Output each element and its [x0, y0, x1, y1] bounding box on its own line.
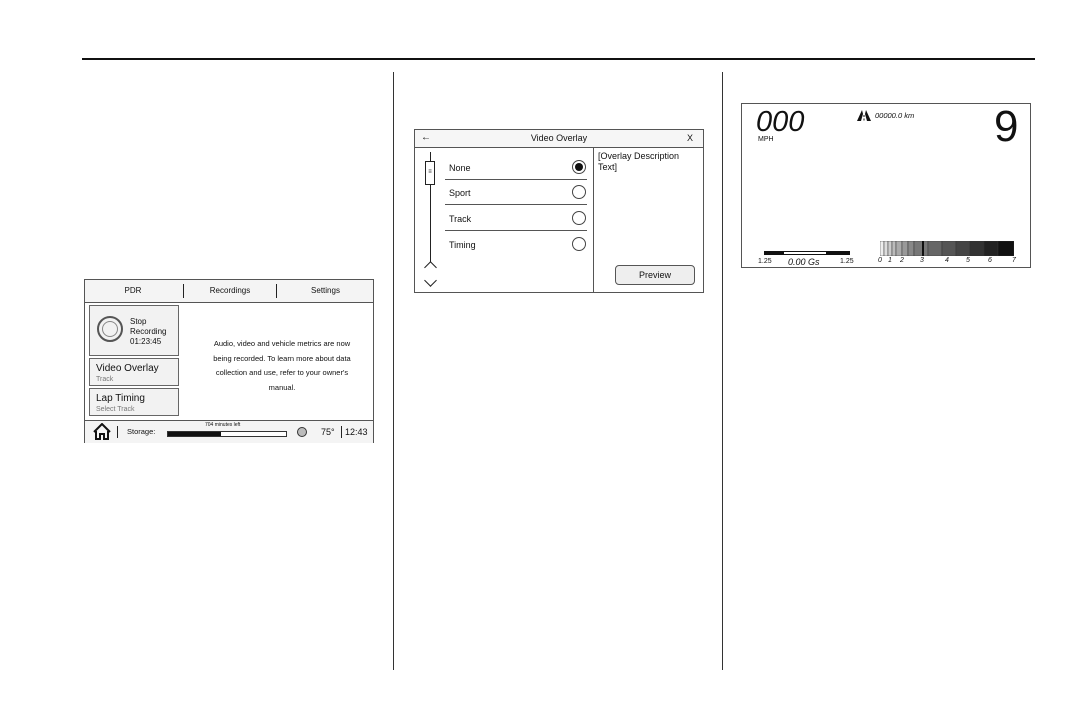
top-rule — [82, 58, 1035, 60]
scale-segment — [970, 241, 984, 256]
record-icon — [97, 316, 123, 342]
scale-segment — [884, 241, 888, 256]
tab-divider — [183, 284, 184, 298]
message-line: manual. — [268, 382, 296, 392]
radio-icon[interactable] — [572, 211, 586, 225]
scale-segment — [888, 241, 892, 256]
odometer: 00000.0 km — [875, 111, 915, 120]
speed-readout: 000 — [756, 106, 805, 138]
storage-label: Storage: — [127, 427, 156, 436]
overlay-title: Video Overlay — [530, 133, 588, 143]
status-dot-icon — [297, 427, 307, 437]
shift-scale — [880, 241, 1014, 256]
clock: 12:43 — [345, 427, 368, 437]
tab-settings[interactable]: Settings — [311, 286, 340, 295]
chevron-down-icon[interactable] — [424, 274, 437, 287]
g-force-value: 0.00 Gs — [788, 257, 820, 267]
video-overlay-value: Track — [96, 376, 114, 383]
status-divider — [341, 426, 342, 438]
scale-segment — [880, 241, 884, 256]
scale-label: 5 — [966, 257, 970, 264]
scale-segment — [908, 241, 914, 256]
scale-label: 2 — [900, 257, 904, 264]
tab-divider — [276, 284, 277, 298]
back-arrow-icon[interactable]: ← — [421, 132, 431, 143]
scroll-thumb[interactable]: ≡ — [425, 161, 435, 185]
home-icon[interactable] — [93, 423, 111, 440]
scale-segment — [914, 241, 928, 256]
radio-icon[interactable] — [572, 185, 586, 199]
stop-recording-text — [130, 317, 166, 347]
performance-gauge — [741, 103, 1031, 268]
close-icon[interactable]: X — [687, 133, 694, 143]
option-label: Sport — [449, 188, 471, 198]
scale-segment — [984, 241, 998, 256]
stop-label: Stop — [130, 317, 147, 326]
gear-indicator: 9 — [994, 102, 1019, 151]
overlay-description: [Overlay Description Text] — [598, 151, 680, 172]
scale-segment — [956, 241, 970, 256]
pdr-screen — [84, 279, 374, 443]
overlay-header — [415, 130, 703, 148]
tab-recordings[interactable]: Recordings — [209, 286, 251, 295]
g-left-label: 1.25 — [758, 258, 772, 265]
stop-recording-button[interactable] — [89, 305, 179, 356]
radio-selected-icon[interactable] — [572, 160, 586, 174]
scale-segment — [998, 241, 1014, 256]
overlay-option-timing[interactable] — [445, 232, 587, 257]
scale-segment — [928, 241, 942, 256]
scale-label: 7 — [1012, 257, 1016, 264]
storage-caption: 704 minutes left — [205, 422, 241, 428]
scale-label: 4 — [945, 257, 949, 264]
option-label: Timing — [449, 240, 476, 250]
g-right-label: 1.25 — [840, 258, 854, 265]
lap-timing-button[interactable] — [89, 388, 179, 416]
tab-bar — [85, 280, 373, 303]
video-overlay-button[interactable] — [89, 358, 179, 386]
lap-timing-title: Lap Timing — [96, 393, 145, 404]
option-label: None — [449, 163, 471, 173]
overlay-option-track[interactable] — [445, 206, 587, 231]
scale-label: 6 — [988, 257, 992, 264]
video-overlay-screen — [414, 129, 704, 293]
scale-segment — [896, 241, 902, 256]
status-bar — [85, 420, 373, 443]
chevron-up-icon[interactable] — [424, 261, 437, 274]
video-overlay-title: Video Overlay — [96, 363, 159, 374]
scale-segment — [892, 241, 896, 256]
message-line: Audio, video and vehicle metrics are now — [213, 339, 351, 348]
column-divider — [393, 72, 394, 670]
recording-time: 01:23:45 — [130, 337, 162, 346]
lap-timing-value: Select Track — [96, 406, 135, 413]
status-divider — [117, 426, 118, 438]
recording-message — [197, 337, 367, 395]
message-line: collection and use, refer to your owner's — [215, 368, 349, 377]
overlay-option-sport[interactable] — [445, 180, 587, 205]
storage-bar — [167, 431, 287, 437]
pane-divider — [593, 147, 594, 292]
scale-marker — [922, 241, 924, 256]
scale-segment — [902, 241, 908, 256]
scale-label: 3 — [920, 257, 924, 264]
option-label: Track — [449, 214, 472, 224]
recording-label: Recording — [130, 327, 167, 336]
tab-pdr[interactable]: PDR — [124, 286, 142, 295]
message-line: being recorded. To learn more about data — [213, 353, 351, 363]
temperature: 75° — [321, 427, 335, 437]
scale-segment — [942, 241, 956, 256]
g-force-bar-center — [784, 252, 826, 254]
overlay-option-none[interactable] — [445, 155, 587, 180]
column-divider — [722, 72, 723, 670]
scale-label: 1 — [888, 257, 892, 264]
storage-bar-fill — [168, 432, 221, 436]
speed-unit: MPH — [758, 136, 774, 143]
scale-label: 0 — [878, 257, 882, 264]
preview-button[interactable]: Preview — [615, 265, 695, 285]
road-icon — [856, 110, 872, 121]
radio-icon[interactable] — [572, 237, 586, 251]
